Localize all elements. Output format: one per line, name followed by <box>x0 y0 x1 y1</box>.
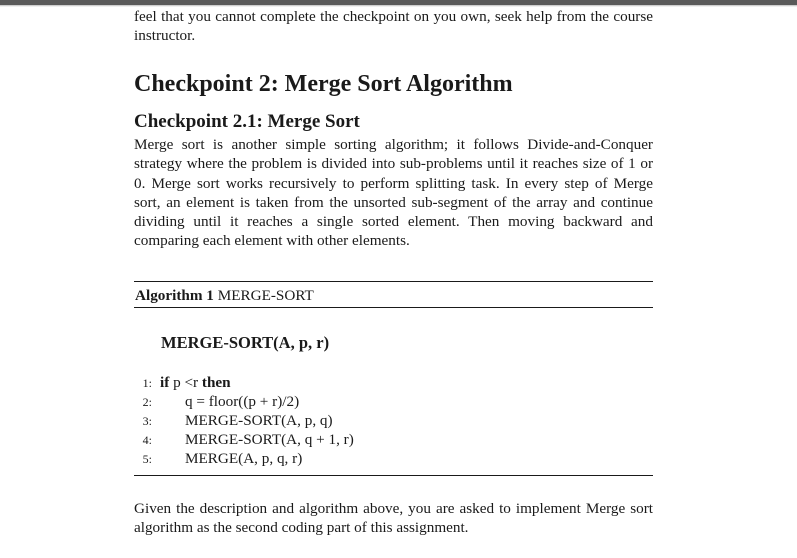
algorithm-procedure-header: MERGE-SORT(A, p, r) <box>161 333 330 352</box>
subsection-title: Checkpoint 2.1: Merge Sort <box>134 111 360 132</box>
algorithm-caption-label: Algorithm 1 <box>135 287 214 304</box>
line-number: 1: <box>142 376 152 390</box>
line-number: 3: <box>142 414 152 428</box>
algorithm-line <box>134 412 653 432</box>
subsection-description: Merge sort is another simple sorting algorithm; it follows Divide-and-Conquer strategy where the problem is divided into sub-problems until it reaches size of 1 or 0. Merge sort works recursively to perform splitting task. In every step of Merge sort, an element is taken from the unsorted sub-segment of the array and continue dividing until it reaches a single sorted element. Then moving backward and comparing each element with other elements. <box>134 136 653 250</box>
algorithm-line <box>134 431 653 451</box>
line-number: 5: <box>142 452 152 466</box>
line-code <box>160 374 231 392</box>
algorithm-line <box>134 374 653 394</box>
algorithm-line <box>134 393 653 413</box>
line-code: MERGE(A, p, q, r) <box>185 450 303 467</box>
algorithm-box <box>134 281 653 476</box>
line-number: 4: <box>142 433 152 447</box>
line-code: MERGE-SORT(A, q + 1, r) <box>185 431 354 448</box>
algorithm-caption-name: MERGE-SORT <box>217 287 314 304</box>
line-number: 2: <box>142 395 152 409</box>
algorithm-line <box>134 450 653 470</box>
line-code: MERGE-SORT(A, p, q) <box>185 412 333 429</box>
closing-paragraph: Given the description and algorithm above, you are asked to implement Merge sort algorithm as the second coding part of this assignment. <box>134 500 653 537</box>
line-code: q = floor((p + r)/2) <box>185 393 300 410</box>
keyword-then: then <box>201 374 231 391</box>
line-condition: p <r <box>173 374 199 391</box>
algorithm-caption-rule <box>134 307 653 308</box>
algorithm-caption <box>135 287 314 305</box>
keyword-if: if <box>160 374 170 391</box>
algorithm-top-rule <box>134 281 653 282</box>
section-title: Checkpoint 2: Merge Sort Algorithm <box>134 71 513 97</box>
algorithm-bottom-rule <box>134 475 653 476</box>
intro-paragraph: feel that you cannot complete the checkpoint on you own, seek help from the course instructor. <box>134 8 653 45</box>
